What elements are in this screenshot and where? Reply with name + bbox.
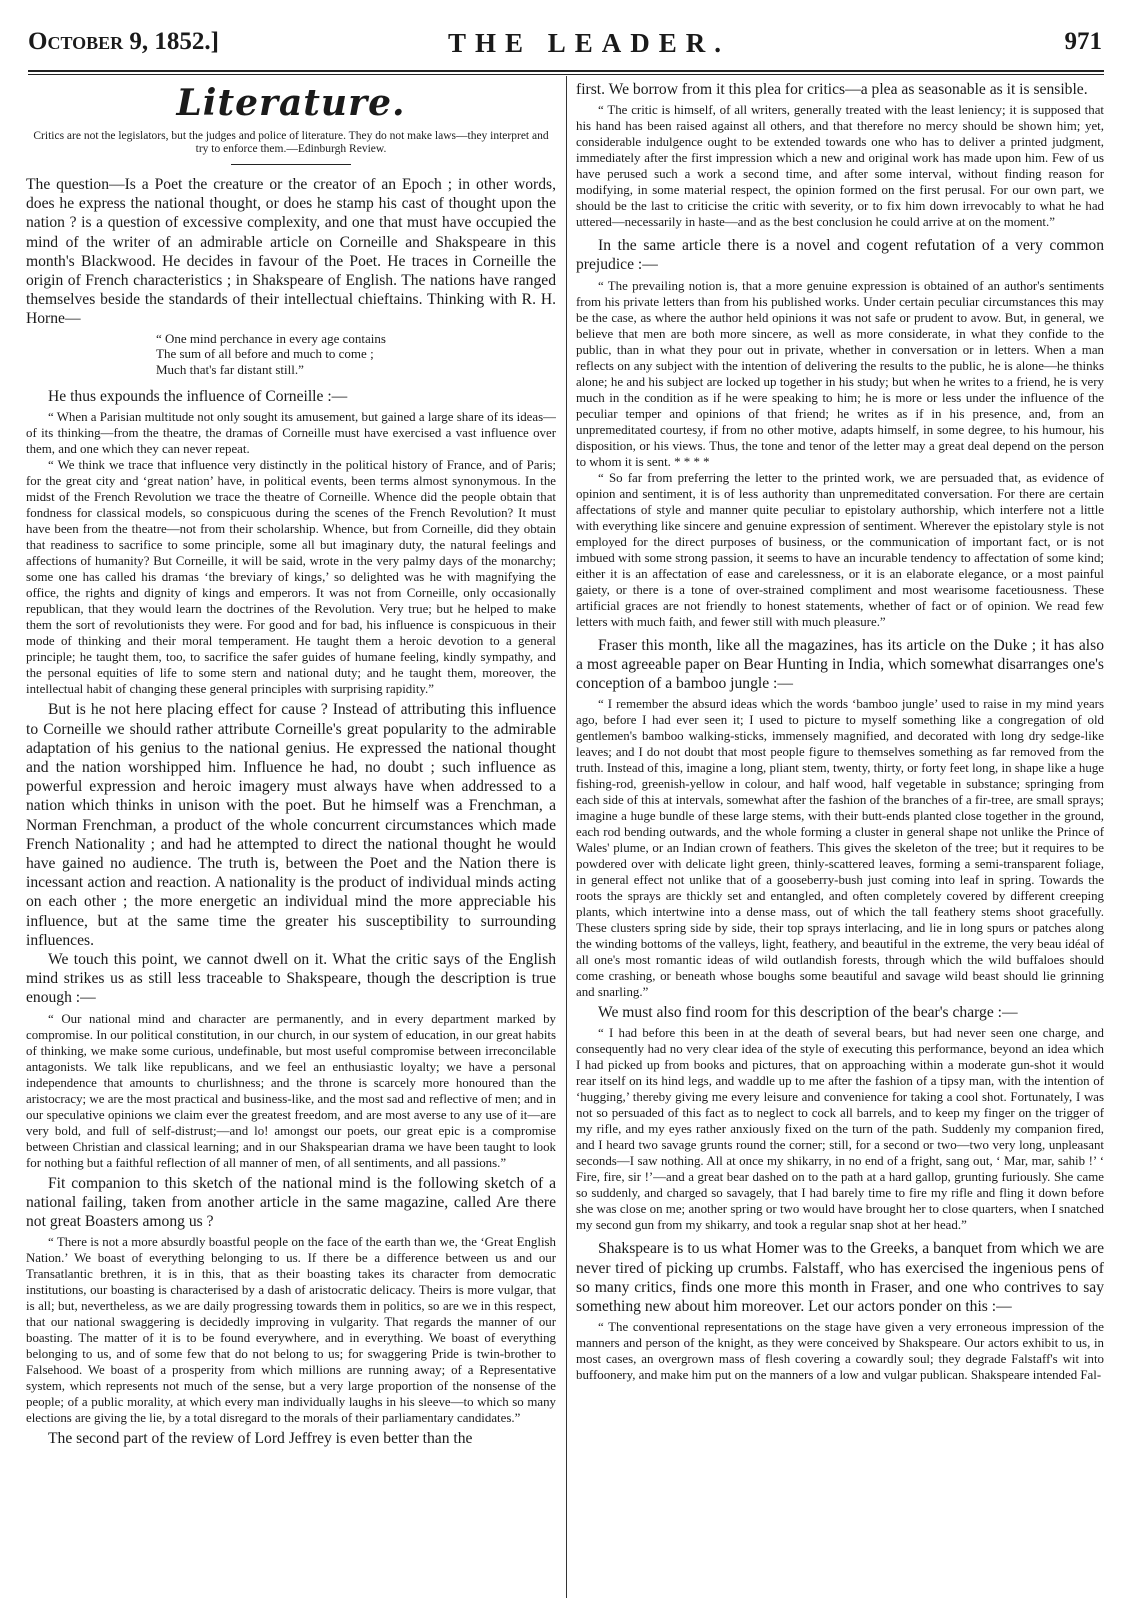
block-quote: “ I had before this been in at the death of several bears, but had never seen one charge, and consequently had no very clear idea of the style of executing this performance, beyond an idea which I had picked up from books and pictures, that on approaching within a moderate gun-shot it would rear itself on its hind legs, and waddle up to me after the fashion of a tipsy man, with the intention of ‘hugging,’ thereby giving me every leisure and convenience for taking a cool shot. Fortunately, I was not so persuaded of this fact as to neglect to cock all barrels, and to keep my finger on the trigger of my rifle, and my eyes rather anxiously fixed on the turn of the path. Suddenly my companion fired, and I heard two savage grunts round the corner; still, for a second or two—two very long, unpleasant seconds—I saw nothing. All at once my shikarry, in no end of a fright, sang out, ‘ Mar, mar, sahib !’ ‘ Fire, fire, sir !’—and a great bear dashed on to the path at a hard gallop, grunting furiously. She came so suddenly, and charged so savagely, that I had barely time to fire my rifle and fling it down before she was close on me; another spring or two would have brought her to close quarters, when I snatched my second gun from my shikarry, and took a regular snap shot at her head.” — [576, 1026, 1104, 1233]
paragraph-intro: The question—Is a Poet the creature or the creator of an Epoch ; in other words, does he express the national thought, or does he stamp his cast of thought upon the nation ? is a question of excessive complexity, and one that must have occupied the mind of the writer of an admirable article on Corneille and Shakspeare in this month's Blackwood. He decides in favour of the Poet. He traces in Corneille the origin of French characteristics ; in Shakspeare of English. The nations have ranged themselves beside the standards of their intellectual chieftains. Thinking with R. H. Horne— — [26, 176, 556, 328]
block-quote: “ Our national mind and character are permanently, and in every department marked by compromise. In our political constitution, in our church, in our system of education, in our great habits of thinking, we make some curious, undefinable, but most useful compromise between irreconcilable antagonists. We talk like republicans, and we feel an enthusiastic loyalty; we have a personal independence that amounts to churlishness; and the throne is scarcely more honoured than the aristocracy; we are the most practical and business-like, and the most sad and reflective of men; and in our speculative opinions we claim ever the greatest freedom, and are most averse to any use of it—are very bold, and full of self-distrust;—and lo! amongst our poets, our great epic is a compromise between Christian and classical learning; and in our Shakspearian drama we have been taught to look for nothing but a faithful reflection of all manner of men, of all sentiments, and all passions.” — [26, 1011, 556, 1170]
block-quote: “ The prevailing notion is, that a more genuine expression is obtained of an author's sentiments from his private letters than from his published works. Under certain peculiar circumstances this may be the case, as where the author held opinions it was not safe or prudent to avow. But, in general, we believe that men are both more sincere, as well as more considerate, in what they confide to the public, than in what they pour out in private, whether in conversation or in letters. When a man reflects on any subject with the intention of delivering the results to the public, he is alone—he thinks alone; he and his subject are locked up together in his study; but when he writes to a friend, he is very much in the condition as if he were speaking to him; he is more or less under the influence of the peculiar temper and opinions of that friend; he writes as if in his presence, and, from an unpremeditated courtesy, if from no other motive, adapts himself, in some degree, to his humour, his disposition, or his views. Thus, the tone and tenor of the letter may a great deal depend on the person to whom it is sent. * * * * — [576, 278, 1104, 469]
issue-date: October 9, 1852.] — [28, 28, 219, 55]
left-column — [26, 80, 556, 1600]
verse-line: The sum of all before and much to come ; — [156, 346, 374, 362]
section-divider — [231, 164, 351, 165]
section-title: Literature. — [176, 82, 406, 124]
paragraph: The second part of the review of Lord Jeffrey is even better than the — [48, 1430, 473, 1448]
paragraph: Fraser this month, like all the magazines, has its article on the Duke ; it has also a most agreeable paper on Bear Hunting in India, which somewhat disarranges one's conception of a bamboo jungle :— — [576, 636, 1104, 693]
paragraph: He thus expounds the influence of Corneille :— — [48, 388, 348, 406]
column-divider — [566, 76, 567, 1598]
paragraph: In the same article there is a novel and cogent refutation of a very common prejudice :— — [576, 237, 1104, 274]
block-quote: “ When a Parisian multitude not only sought its amusement, but gained a large share of its ideas—of its thinking—from the theatre, the dramas of Corneille must have exercised a vast influence over them, and one which they can never repeat. — [26, 410, 556, 457]
page-number: 971 — [1064, 28, 1102, 55]
verse-line: Much that's far distant still.” — [156, 361, 304, 377]
masthead-rule — [28, 70, 1104, 72]
block-quote: “ There is not a more absurdly boastful people on the face of the earth than we, the ‘Great English Nation.’ We boast of everything belonging to us. If there be a difference between us and our Transatlantic brethren, it is in this, that as their boasting takes its character from democratic institutions, our boasting is characterised by a dash of aristocratic delicacy. Theirs is more vulgar, that is all; but, nevertheless, as we are daily progressing towards them in politics, so are we in this respect, that our national swaggering is decidedly improving in vulgarity. That regards the manner of our boasting. The matter of it is to be found everywhere, and in everything. We boast of everything belonging to us, and of some few that do not belong to us; for swaggering Pride is twin-brother to Falsehood. We boast of a prosperity from which millions are running away; of a Representative system, which represents not much of the sense, but a very large proportion of the nonsense of the people; of a public morality, at which every man individually laughs in his sleeve—to which so many elections are giving the lie, by a total disregard to the morals of their parliamentary candidates.” — [26, 1235, 556, 1426]
block-quote: “ The critic is himself, of all writers, generally treated with the least leniency; it is supposed that his hand has been raised against all others, and that therefore no mercy should be shown him; yet, considerable indulgence ought to be extended towards one who has to deliver a printed judgment, immediately after the first impression which a new and original work has made upon him. Few of us have perused such a work a second time, and after some interval, without finding reason for modifying, in some material respect, the opinion formed on the first perusal. For our own part, we should be the last to criticise the critic with severity, or to fix him down irrevocably to what he had uttered—necessarily in haste—and as the best conclusion he could arrive at on the moment.” — [576, 103, 1104, 230]
newspaper-title: THE LEADER. — [448, 28, 731, 58]
masthead — [28, 28, 1104, 68]
epigraph: Critics are not the legislators, but the judges and police of literature. They do not make laws—they interpret and try to enforce them.—Edinburgh Review. — [33, 130, 549, 155]
verse-quote — [156, 331, 556, 378]
paragraph: We must also find room for this description of the bear's charge :— — [598, 1004, 1018, 1022]
block-quote: “ I remember the absurd ideas which the words ‘bamboo jungle’ used to raise in my mind years ago, before I had ever seen it; I used to picture to myself something like a congregation of old gentlemen's bamboo walking-sticks, immensely magnified, and decorated with long dry sedge-like leaves; and I do not doubt that most people figure to themselves something as far removed from the truth. Instead of this, imagine a long, pliant stem, twenty, thirty, or forty feet long, in shape like a huge fishing-rod, greenish-yellow in colour, and half wood, half vegetable in substance; springing from each side of this at intervals, somewhat after the fashion of the branches of a fir-tree, are small sprays; imagine a huge bundle of these large stems, with their butt-ends planted close together in the ground, each rod bending outwards, and the whole forming a cluster in general shape not unlike the Prince of Wales' plume, or an Indian crown of feathers. This gives the skeleton of the tree; but it requires to be powdered over with delicate light green, thinly-scattered leaves, forming a semi-transparent foliage, in general effect not unlike that of a gooseberry-bush just coming into leaf in spring. Towards the roots the sprays are thickly set and entangled, and often completely covered by different creeping plants, which intertwine into a dense mass, out of which the tall feathery stems shoot gracefully. These clusters spring side by side, their top sprays interlacing, and lie in long spurs or patches along the winding bottoms of the valleys, light, feathery, and beautiful in the extreme, the very beau idéal of all one's most romantic ideas of wild outlandish forests, through which the wild buffaloes should come crashing, or beneath whose boughs some beautiful and savage wild beast should lie grinning and snarling.” — [576, 697, 1104, 1000]
paragraph-continued: first. We borrow from it this plea for critics—a plea as seasonable as it is sensible. — [576, 81, 1088, 98]
verse-line: “ One mind perchance in every age contains — [156, 330, 386, 346]
right-column — [576, 80, 1104, 1600]
block-quote: “ So far from preferring the letter to the printed work, we are persuaded that, as evidence of opinion and sentiment, it is of less authority than unpremeditated conversation. For there are certain affectations of style and manner quite peculiar to epistolary authorship, which interfere not a little with everything like sincere and genuine expression of sentiment. Wherever the epistolary style is not employed for the direct purposes of business, or the communication of important fact, or is not imbued with some strong passion, it seems to have an incurable tendency to affectation of some kind; either it is an affectation of ease and carelessness, or it is an elaborate elegance, or a most painful gaiety, or there is a tone of over-strained compliment and most wearisome facetiousness. These artificial graces are not friendly to honest statements, whether of fact or of opinion. We read few letters with much faith, and fewer still with much pleasure.” — [576, 470, 1104, 629]
paragraph: But is he not here placing effect for cause ? Instead of attributing this influence to Corneille we should rather attribute Corneille's great popularity to the admirable adaptation of his genius to the national genius. He expressed the national thought and the nation worshipped him. Influence he had, no doubt ; such influence as powerful expression and heroic imagery must always have when addressed to a nation which thinks in unison with the poet. But he himself was a Frenchman, a Norman Frenchman, a product of the whole concurrent circumstances which made French Nationality ; and had he attempted to direct the national thought he would have gained no audience. The truth is, between the Poet and the Nation there is incessant action and reaction. A nationality is the product of individual minds acting on each other ; the more energetic an individual mind the more appreciable his influence, but at the same time the greater his susceptibility to surrounding influences. — [26, 701, 556, 949]
block-quote: “ The conventional representations on the stage have given a very erroneous impression of the manners and person of the knight, as they were conceived by Shakspeare. Our actors exhibit to us, in most cases, an overgrown mass of flesh covering a cowardly soul; they degrade Falstaff's wit into buffoonery, and make him put on the manners of a low and vulgar publican. Shakspeare intended Fal- — [576, 1320, 1104, 1383]
paragraph: Fit companion to this sketch of the national mind is the following sketch of a national failing, taken from another article in the same magazine, called Are there not great Boasters among us ? — [26, 1174, 556, 1230]
paragraph: Shakspeare is to us what Homer was to the Greeks, a banquet from which we are never tired of picking up crumbs. Falstaff, who has exercised the ingenious pens of so many critics, finds one more this month in Fraser, and one who contrives to say something new about him moreover. Let our actors ponder on this :— — [576, 1240, 1104, 1316]
paragraph: We touch this point, we cannot dwell on it. What the critic says of the English mind strikes us as still less traceable to Shakspeare, though the description is true enough :— — [26, 950, 556, 1007]
block-quote: “ We think we trace that influence very distinctly in the political history of France, and of Paris; for the great city and ‘great nation’ have, in political events, been terms almost synonymous. In the midst of the French Revolution we trace the theatre of Corneille. Whence did the people obtain that fondness for classical models, so conspicuous during the scenes of the French Revolution? It must have been from the theatre—not from their scholarship. Whence, but from Corneille, did they obtain that readiness to sacrifice to some principle, some all but imaginary duty, the natural feelings and affections of humanity? But Corneille, it will be said, wrote in the very palmy days of the monarchy; some one has called his dramas ‘the breviary of kings,’ so delighted was he with magnifying the office, the rights and dignity of kings and emperors. It was not from Corneille, only occasionally republican, that they would learn the doctrines of the Revolution. Very true; but he helped to make them the sort of revolutionists they were. For good and for bad, his influence is conspicuous in their mode of thinking and their moral temperament. He taught them a heroic devotion to a general principle; he taught them, too, to sacrifice the safer guides of humane feeling, kindly sympathy, and the personal equities of life to some stern and national duty; and he taught them, moreover, the intellectual habit of changing these general principles with surprising rapidity.” — [26, 458, 556, 697]
masthead-rule-thin — [28, 74, 1104, 75]
